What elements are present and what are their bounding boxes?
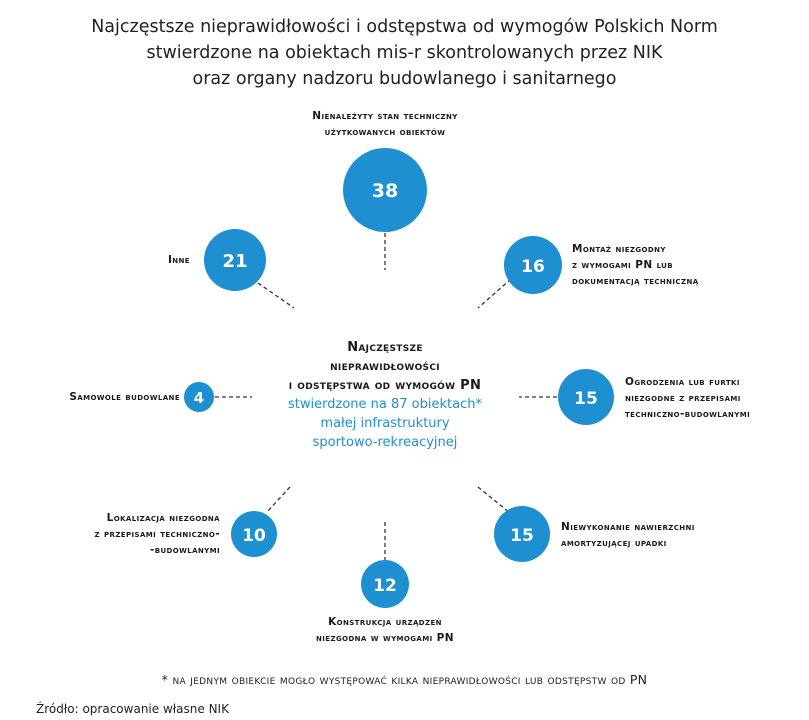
label-other: Inne (167, 254, 190, 266)
center-line-1: Najczęstsze (347, 340, 423, 355)
center-description (255, 338, 515, 452)
connector-top-left (258, 283, 294, 308)
center-line-3: i odstępstwa od wymogów PN (288, 378, 482, 393)
value-16: 16 (521, 257, 545, 277)
value-10: 10 (242, 526, 266, 546)
value-38: 38 (371, 180, 399, 202)
value-15-fences: 15 (574, 389, 598, 409)
label-unauthorized-construction: Samowole budowlane (69, 391, 180, 403)
label-location: Lokalizacja niezgodna z przepisami techniczno- -budowlanymi (94, 512, 220, 556)
center-line-4: stwierdzone na 87 obiektach* (288, 397, 482, 412)
value-15-surface: 15 (510, 526, 534, 546)
value-12: 12 (373, 576, 397, 596)
connector-bottom-left (267, 487, 290, 512)
label-installation: Montaż niezgodny z wymogami PN lub dokumentacją techniczną (572, 243, 699, 287)
connector-bottom-right (478, 487, 510, 513)
source-note: Źródło: opracowanie własne NIK (36, 702, 229, 716)
center-line-2: nieprawidłowości (330, 359, 440, 374)
title-line-2: stwierdzone na obiektach mis-r skontrolowanych przez NIK (146, 43, 663, 63)
connector-top-right (478, 279, 511, 308)
label-surface: Niewykonanie nawierzchni amortyzującej upadki (561, 521, 695, 549)
center-line-5: małej infrastruktury (320, 416, 450, 431)
title-line-3: oraz organy nadzoru budowlanego i sanitarnego (192, 69, 617, 89)
label-fences: Ogrodzenia lub furtki niezgodne z przepisami techniczno-budowlanymi (625, 376, 751, 420)
label-technical-condition: Nienależyty stan techniczny użytkowanych obiektów (312, 110, 458, 138)
title-line-1: Najczęstsze nieprawidłowości i odstępstwa od wymogów Polskich Norm (91, 17, 718, 37)
label-construction: Konstrukcja urządzeń niezgodna w wymogami PN (316, 616, 454, 644)
footnote: * na jednym obiekcie mogło występować kilka nieprawidłowości lub odstępstw od PN (161, 672, 648, 687)
center-line-6: sportowo-rekreacyjnej (312, 435, 458, 450)
value-21: 21 (222, 251, 248, 272)
value-4: 4 (193, 389, 205, 407)
